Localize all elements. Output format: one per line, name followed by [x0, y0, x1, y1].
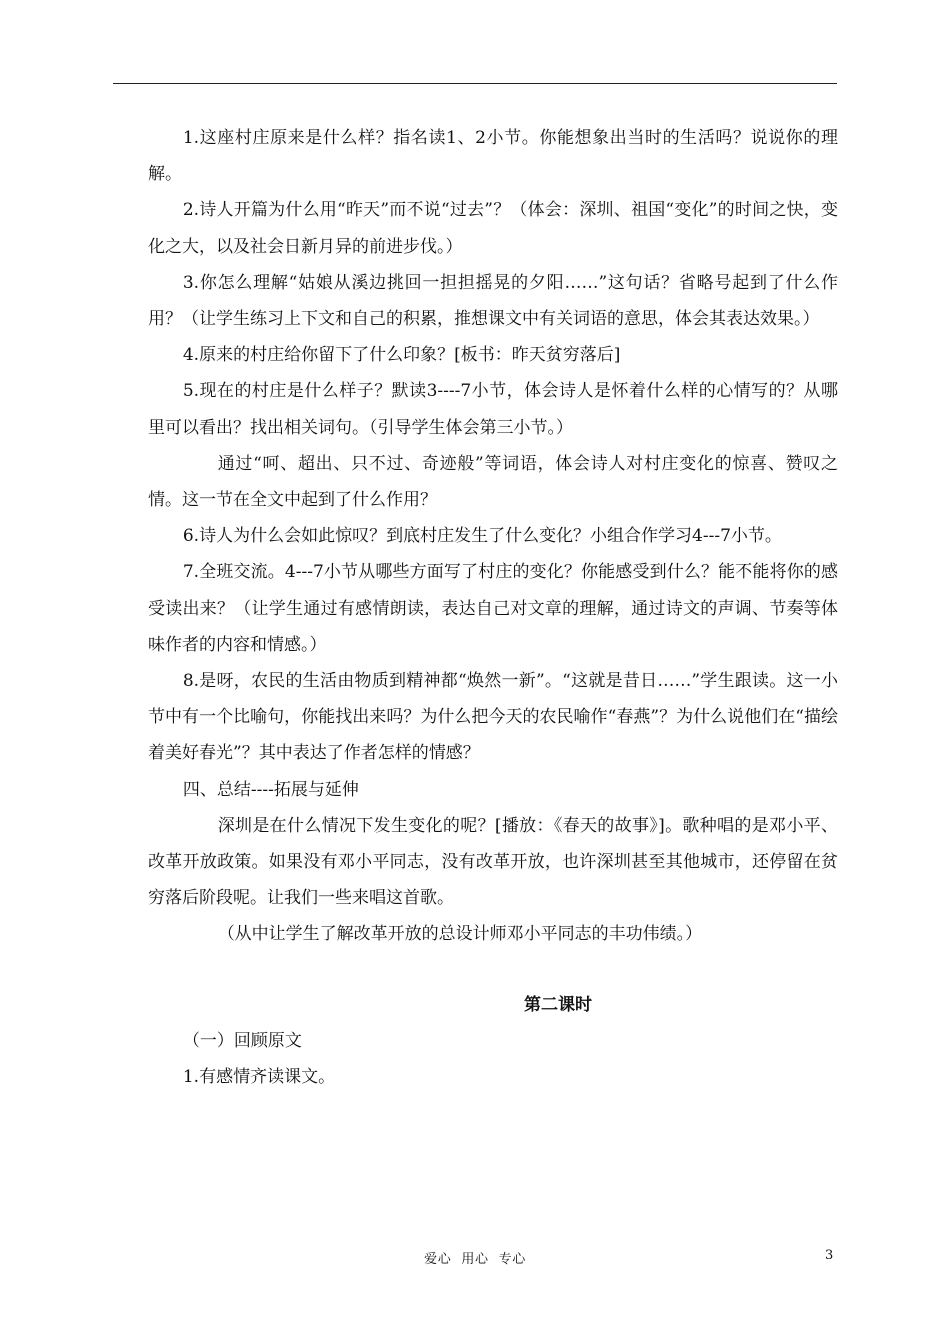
- footer-motto: 爱心 用心 专心: [424, 1252, 526, 1267]
- lesson-title: 第二课时: [524, 994, 592, 1015]
- page-number: 3: [825, 1248, 834, 1263]
- section-heading-summary: 四、总结----拓展与延伸: [182, 779, 359, 800]
- question-3: 3.你怎么理解“姑娘从溪边挑回一担担摇晃的夕阳……”这句话？省略号起到了什么作用？（让学生练习上下文和自己的积累，推想课文中有关词语的意思，体会其表达效果。）: [148, 272, 838, 330]
- question-1: 1.这座村庄原来是什么样？指名读1、2小节。你能想象出当时的生活吗？说说你的理解。: [148, 128, 838, 185]
- question-6: 6.诗人为什么会如此惊叹？到底村庄发生了什么变化？小组合作学习4---7小节。: [182, 526, 782, 547]
- summary-note: （从中让学生了解改革开放的总设计师邓小平同志的丰功伟绩。）: [217, 924, 703, 945]
- question-7: 7.全班交流。4---7小节从哪些方面写了村庄的变化？你能感受到什么？能不能将你的感受读出来？（让学生通过有感情朗读，表达自己对文章的理解，通过诗文的声调、节奏等体味作者的内容和情感。）: [148, 562, 838, 655]
- question-5: 5.现在的村庄是什么样子？默读3----7小节，体会诗人是怀着什么样的心情写的？从哪里可以看出？找出相关词句。（引导学生体会第三小节。）: [148, 381, 838, 438]
- summary-paragraph: 深圳是在什么情况下发生变化的呢？[播放：《春天的故事》]。歌种唱的是邓小平、改革开放政策。如果没有邓小平同志，没有改革开放，也许深圳甚至其他城市，还停留在贫穷落后阶段呢。让我们一些来唱这首歌。: [148, 815, 838, 909]
- review-item-1: 1.有感情齐读课文。: [182, 1067, 336, 1088]
- subsection-heading: （一）回顾原文: [182, 1030, 302, 1051]
- document-body: [148, 120, 838, 1095]
- question-5-followup: 通过“呵、超出、只不过、奇迹般”等词语，体会诗人对村庄变化的惊喜、赞叹之情。这一节在全文中起到了什么作用？: [148, 453, 838, 511]
- header-rule: [113, 83, 837, 84]
- question-8: 8.是呀，农民的生活由物质到精神都“焕然一新”。“这就是昔日……”学生跟读。这一小节中有一个比喻句，你能找出来吗？为什么把今天的农民喻作“春燕”？为什么说他们在“描绘着美好春光”？其中表达了作者怎样的情感？: [148, 671, 838, 764]
- question-2: 2.诗人开篇为什么用“昨天”而不说“过去”？（体会：深圳、祖国“变化”的时间之快，变化之大，以及社会日新月异的前进步伐。）: [148, 200, 838, 257]
- question-4: 4.原来的村庄给你留下了什么印象？[板书：昨天贫穷落后]: [182, 345, 621, 366]
